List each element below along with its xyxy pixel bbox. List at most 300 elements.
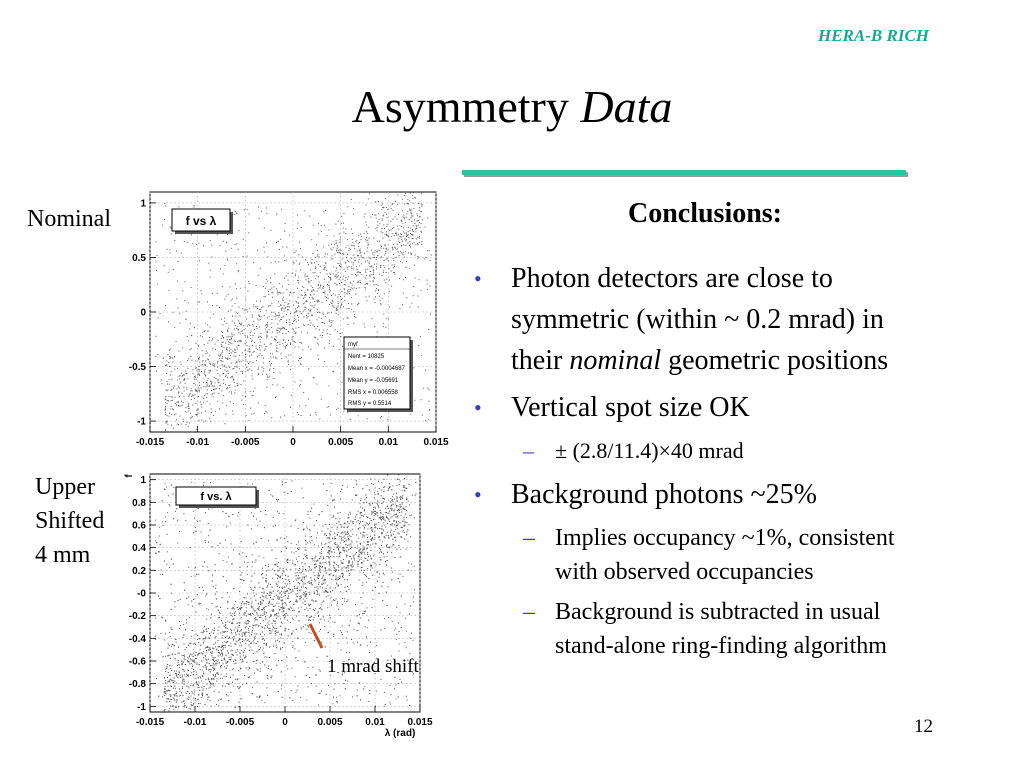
- scatter-point: [388, 617, 389, 618]
- scatter-point: [189, 394, 190, 395]
- scatter-point: [229, 367, 230, 368]
- scatter-point: [189, 687, 190, 688]
- scatter-point: [268, 564, 269, 565]
- scatter-point: [161, 379, 162, 380]
- scatter-point: [200, 669, 201, 670]
- scatter-point: [313, 504, 314, 505]
- scatter-point: [232, 316, 233, 317]
- scatter-point: [296, 596, 297, 597]
- scatter-point: [360, 572, 361, 573]
- scatter-point: [245, 632, 246, 633]
- scatter-point: [214, 628, 215, 629]
- scatter-point: [298, 320, 299, 321]
- scatter-point: [367, 233, 368, 234]
- scatter-point: [358, 271, 359, 272]
- scatter-point: [408, 541, 409, 542]
- scatter-point: [390, 704, 391, 705]
- scatter-point: [295, 332, 296, 333]
- scatter-point: [248, 363, 249, 364]
- scatter-point: [337, 603, 338, 604]
- scatter-point: [388, 547, 389, 548]
- scatter-point: [277, 323, 278, 324]
- header-tag: HERA-B RICH: [818, 26, 930, 45]
- scatter-point: [293, 341, 294, 342]
- scatter-point: [321, 225, 322, 226]
- scatter-point: [249, 325, 250, 326]
- scatter-point: [187, 360, 188, 361]
- scatter-point: [360, 507, 361, 508]
- scatter-point: [352, 285, 353, 286]
- scatter-point: [364, 253, 365, 254]
- scatter-point: [205, 365, 206, 366]
- scatter-point: [364, 258, 365, 259]
- scatter-point: [262, 374, 263, 375]
- scatter-point: [386, 207, 387, 208]
- scatter-point: [237, 629, 238, 630]
- scatter-point: [324, 267, 325, 268]
- scatter-point: [383, 323, 384, 324]
- scatter-point: [215, 411, 216, 412]
- scatter-point: [171, 371, 172, 372]
- scatter-point: [242, 371, 243, 372]
- scatter-point: [334, 254, 335, 255]
- scatter-point: [277, 598, 278, 599]
- scatter-point: [392, 265, 393, 266]
- scatter-point: [291, 552, 292, 553]
- scatter-point: [353, 263, 354, 264]
- scatter-point: [344, 284, 345, 285]
- scatter-point: [284, 415, 285, 416]
- scatter-point: [353, 487, 354, 488]
- scatter-point: [190, 349, 191, 350]
- scatter-point: [349, 291, 350, 292]
- scatter-point: [340, 296, 341, 297]
- scatter-point: [300, 384, 301, 385]
- scatter-point: [353, 214, 354, 215]
- scatter-point: [397, 226, 398, 227]
- scatter-point: [343, 537, 344, 538]
- scatter-point: [172, 358, 173, 359]
- scatter-point: [360, 282, 361, 283]
- scatter-point: [218, 393, 219, 394]
- scatter-point: [346, 293, 347, 294]
- scatter-point: [252, 554, 253, 555]
- scatter-point: [296, 616, 297, 617]
- scatter-point: [210, 371, 211, 372]
- scatter-point: [262, 615, 263, 616]
- scatter-point: [165, 671, 166, 672]
- scatter-point: [223, 383, 224, 384]
- scatter-point: [401, 245, 402, 246]
- scatter-point: [183, 419, 184, 420]
- scatter-point: [299, 358, 300, 359]
- scatter-point: [346, 257, 347, 258]
- scatter-point: [373, 257, 374, 258]
- scatter-point: [239, 345, 240, 346]
- scatter-point: [372, 214, 373, 215]
- scatter-point: [182, 675, 183, 676]
- scatter-point: [405, 245, 406, 246]
- scatter-point: [214, 377, 215, 378]
- scatter-point: [314, 525, 315, 526]
- scatter-point: [305, 274, 306, 275]
- scatter-point: [196, 681, 197, 682]
- scatter-point: [309, 216, 310, 217]
- scatter-point: [313, 225, 314, 226]
- scatter-point: [180, 383, 181, 384]
- scatter-point: [321, 231, 322, 232]
- scatter-point: [414, 517, 415, 518]
- scatter-point: [182, 376, 183, 377]
- scatter-point: [289, 602, 290, 603]
- scatter-point: [254, 329, 255, 330]
- scatter-point: [171, 228, 172, 229]
- scatter-point: [302, 488, 303, 489]
- scatter-point: [217, 367, 218, 368]
- scatter-point: [258, 402, 259, 403]
- y-tick-label: 1: [140, 198, 146, 210]
- scatter-point: [269, 329, 270, 330]
- scatter-point: [172, 665, 173, 666]
- scatter-point: [345, 280, 346, 281]
- scatter-point: [335, 329, 336, 330]
- scatter-point: [262, 355, 263, 356]
- scatter-point: [269, 370, 270, 371]
- scatter-point: [246, 607, 247, 608]
- scatter-point: [273, 368, 274, 369]
- scatter-point: [376, 288, 377, 289]
- scatter-point: [405, 618, 406, 619]
- scatter-point: [267, 626, 268, 627]
- scatter-point: [425, 370, 426, 371]
- scatter-point: [207, 393, 208, 394]
- scatter-point: [411, 253, 412, 254]
- scatter-point: [199, 391, 200, 392]
- scatter-point: [294, 312, 295, 313]
- scatter-point: [282, 246, 283, 247]
- scatter-point: [269, 617, 270, 618]
- scatter-point: [240, 341, 241, 342]
- scatter-point: [253, 653, 254, 654]
- scatter-point: [381, 526, 382, 527]
- scatter-point: [226, 617, 227, 618]
- scatter-point: [352, 233, 353, 234]
- scatter-point: [383, 265, 384, 266]
- scatter-point: [282, 293, 283, 294]
- scatter-point: [335, 579, 336, 580]
- scatter-point: [373, 539, 374, 540]
- scatter-point: [170, 349, 171, 350]
- scatter-point: [231, 248, 232, 249]
- scatter-point: [220, 268, 221, 269]
- plot-nominal: [129, 192, 449, 448]
- scatter-point: [201, 531, 202, 532]
- scatter-point: [283, 611, 284, 612]
- scatter-point: [322, 576, 323, 577]
- scatter-point: [347, 260, 348, 261]
- scatter-point: [365, 277, 366, 278]
- scatter-point: [301, 598, 302, 599]
- scatter-point: [341, 584, 342, 585]
- scatter-point: [214, 623, 215, 624]
- scatter-point: [362, 582, 363, 583]
- scatter-point: [301, 332, 302, 333]
- scatter-point: [352, 274, 353, 275]
- scatter-point: [284, 306, 285, 307]
- scatter-point: [314, 305, 315, 306]
- scatter-point: [230, 286, 231, 287]
- scatter-point: [301, 627, 302, 628]
- scatter-point: [297, 596, 298, 597]
- scatter-point: [213, 389, 214, 390]
- scatter-point: [277, 603, 278, 604]
- scatter-point: [180, 695, 181, 696]
- scatter-point: [271, 288, 272, 289]
- scatter-point: [313, 289, 314, 290]
- scatter-point: [413, 295, 414, 296]
- scatter-point: [181, 393, 182, 394]
- scatter-point: [169, 413, 170, 414]
- scatter-point: [211, 382, 212, 383]
- scatter-point: [418, 296, 419, 297]
- scatter-point: [266, 595, 267, 596]
- scatter-point: [282, 317, 283, 318]
- scatter-point: [280, 592, 281, 593]
- scatter-point: [376, 284, 377, 285]
- scatter-point: [280, 618, 281, 619]
- scatter-point: [205, 323, 206, 324]
- scatter-point: [248, 620, 249, 621]
- scatter-point: [366, 545, 367, 546]
- scatter-point: [303, 317, 304, 318]
- scatter-point: [175, 403, 176, 404]
- scatter-point: [267, 256, 268, 257]
- scatter-point: [191, 702, 192, 703]
- scatter-point: [319, 562, 320, 563]
- scatter-point: [402, 262, 403, 263]
- scatter-point: [247, 574, 248, 575]
- scatter-point: [275, 340, 276, 341]
- scatter-point: [235, 390, 236, 391]
- scatter-point: [204, 372, 205, 373]
- y-tick-label: -0.5: [128, 362, 146, 374]
- scatter-point: [227, 359, 228, 360]
- scatter-point: [297, 307, 298, 308]
- scatter-point: [373, 277, 374, 278]
- scatter-point: [289, 235, 290, 236]
- scatter-point: [285, 617, 286, 618]
- scatter-point: [167, 384, 168, 385]
- scatter-point: [253, 325, 254, 326]
- scatter-point: [304, 554, 305, 555]
- scatter-point: [206, 652, 207, 653]
- scatter-point: [377, 251, 378, 252]
- scatter-point: [366, 237, 367, 238]
- scatter-point: [222, 364, 223, 365]
- scatter-point: [338, 275, 339, 276]
- scatter-point: [198, 574, 199, 575]
- scatter-point: [374, 532, 375, 533]
- scatter-point: [286, 665, 287, 666]
- scatter-point: [191, 335, 192, 336]
- scatter-point: [231, 633, 232, 634]
- scatter-point: [308, 604, 309, 605]
- scatter-point: [267, 622, 268, 623]
- scatter-point: [392, 203, 393, 204]
- scatter-point: [329, 282, 330, 283]
- scatter-point: [409, 245, 410, 246]
- scatter-point: [218, 340, 219, 341]
- scatter-point: [210, 700, 211, 701]
- scatter-point: [184, 671, 185, 672]
- x-tick-label: 0.005: [328, 437, 354, 448]
- scatter-point: [276, 288, 277, 289]
- scatter-point: [256, 519, 257, 520]
- scatter-point: [327, 254, 328, 255]
- scatter-point: [250, 335, 251, 336]
- scatter-point: [283, 607, 284, 608]
- scatter-point: [259, 320, 260, 321]
- scatter-point: [351, 262, 352, 263]
- scatter-point: [267, 322, 268, 323]
- scatter-point: [351, 536, 352, 537]
- scatter-point: [307, 262, 308, 263]
- scatter-point: [169, 416, 170, 417]
- scatter-point: [200, 703, 201, 704]
- scatter-point: [378, 213, 379, 214]
- scatter-point: [291, 354, 292, 355]
- scatter-point: [428, 401, 429, 402]
- scatter-point: [401, 226, 402, 227]
- scatter-point: [276, 213, 277, 214]
- scatter-point: [406, 506, 407, 507]
- scatter-point: [335, 224, 336, 225]
- scatter-point: [258, 206, 259, 207]
- scatter-point: [269, 602, 270, 603]
- scatter-point: [323, 286, 324, 287]
- scatter-point: [244, 615, 245, 616]
- scatter-point: [212, 393, 213, 394]
- scatter-point: [365, 262, 366, 263]
- scatter-point: [176, 419, 177, 420]
- scatter-point: [373, 269, 374, 270]
- scatter-point: [292, 273, 293, 274]
- plot-upper-shifted: [124, 474, 433, 739]
- scatter-point: [358, 282, 359, 283]
- scatter-point: [213, 365, 214, 366]
- scatter-point: [166, 365, 167, 366]
- scatter-point: [360, 280, 361, 281]
- scatter-point: [332, 371, 333, 372]
- scatter-point: [281, 310, 282, 311]
- scatter-point: [269, 633, 270, 634]
- scatter-point: [367, 247, 368, 248]
- scatter-point: [395, 537, 396, 538]
- scatter-point: [226, 388, 227, 389]
- scatter-point: [176, 671, 177, 672]
- scatter-point: [389, 291, 390, 292]
- scatter-point: [238, 609, 239, 610]
- scatter-point: [309, 320, 310, 321]
- scatter-point: [215, 389, 216, 390]
- scatter-point: [371, 274, 372, 275]
- scatter-point: [395, 514, 396, 515]
- scatter-point: [303, 573, 304, 574]
- scatter-point: [350, 282, 351, 283]
- scatter-point: [271, 343, 272, 344]
- scatter-point: [423, 388, 424, 389]
- scatter-point: [238, 270, 239, 271]
- scatter-point: [186, 311, 187, 312]
- scatter-point: [203, 386, 204, 387]
- scatter-point: [227, 662, 228, 663]
- scatter-point: [349, 561, 350, 562]
- scatter-point: [308, 282, 309, 283]
- scatter-point: [391, 536, 392, 537]
- scatter-point: [397, 251, 398, 252]
- scatter-point: [410, 192, 411, 193]
- scatter-point: [396, 521, 397, 522]
- scatter-point: [396, 257, 397, 258]
- scatter-point: [270, 278, 271, 279]
- scatter-point: [300, 269, 301, 270]
- scatter-point: [383, 272, 384, 273]
- scatter-point: [205, 512, 206, 513]
- scatter-point: [425, 420, 426, 421]
- scatter-point: [338, 570, 339, 571]
- scatter-point: [268, 316, 269, 317]
- scatter-point: [254, 642, 255, 643]
- scatter-point: [368, 541, 369, 542]
- scatter-point: [171, 646, 172, 647]
- scatter-point: [373, 484, 374, 485]
- scatter-point: [396, 634, 397, 635]
- scatter-point: [167, 512, 168, 513]
- scatter-point: [264, 247, 265, 248]
- scatter-point: [266, 327, 267, 328]
- scatter-point: [249, 356, 250, 357]
- scatter-point: [351, 268, 352, 269]
- scatter-point: [406, 297, 407, 298]
- scatter-point: [336, 274, 337, 275]
- scatter-point: [358, 538, 359, 539]
- scatter-point: [229, 391, 230, 392]
- scatter-point: [273, 526, 274, 527]
- scatter-point: [234, 366, 235, 367]
- scatter-point: [277, 315, 278, 316]
- scatter-point: [383, 224, 384, 225]
- scatter-point: [405, 193, 406, 194]
- scatter-point: [281, 308, 282, 309]
- scatter-point: [201, 420, 202, 421]
- scatter-point: [241, 331, 242, 332]
- scatter-point: [250, 408, 251, 409]
- scatter-point: [366, 283, 367, 284]
- scatter-point: [241, 650, 242, 651]
- scatter-point: [209, 370, 210, 371]
- scatter-point: [386, 318, 387, 319]
- scatter-point: [372, 568, 373, 569]
- scatter-point: [238, 271, 239, 272]
- scatter-point: [315, 412, 316, 413]
- scatter-point: [186, 412, 187, 413]
- scatter-point: [239, 361, 240, 362]
- scatter-point: [343, 563, 344, 564]
- scatter-point: [304, 307, 305, 308]
- scatter-point: [206, 386, 207, 387]
- scatter-point: [218, 640, 219, 641]
- scatter-point: [341, 250, 342, 251]
